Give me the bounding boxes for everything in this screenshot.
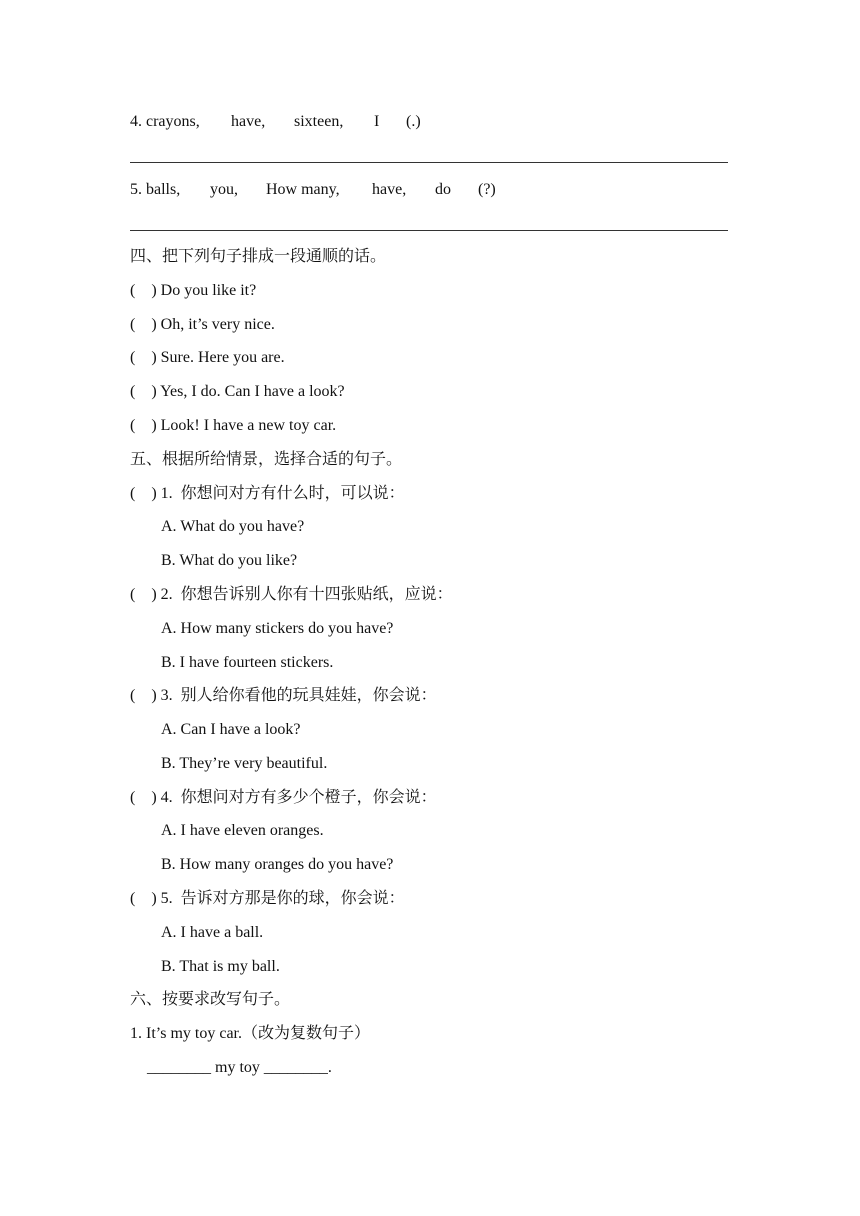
option-b: B. How many oranges do you have?	[161, 856, 394, 873]
question-prompt: ( ) 4. 你想问对方有多少个橙子，你会说：	[130, 789, 437, 806]
word-chip: How many,	[266, 181, 340, 198]
option-b: B. I have fourteen stickers.	[161, 654, 334, 671]
word-chip: you,	[210, 181, 238, 198]
rewrite-item: 1. It’s my toy car.（改为复数句子）	[130, 1025, 370, 1042]
word-chip: sixteen,	[294, 113, 344, 130]
word-chip: (.)	[406, 113, 421, 130]
option-a: A. I have a ball.	[161, 924, 264, 941]
option-a: A. Can I have a look?	[161, 721, 301, 738]
sentence-item: ( ) Sure. Here you are.	[130, 349, 285, 366]
reorder-item-4	[130, 112, 730, 132]
reorder-item-5	[130, 180, 730, 200]
option-a: A. I have eleven oranges.	[161, 822, 324, 839]
question-prompt: ( ) 2. 你想告诉别人你有十四张贴纸，应说：	[130, 586, 453, 603]
option-a: A. What do you have?	[161, 518, 305, 535]
sentence-item: ( ) Do you like it?	[130, 282, 257, 299]
question-prompt: ( ) 3. 别人给你看他的玩具娃娃，你会说：	[130, 687, 437, 704]
sentence-item: ( ) Yes, I do. Can I have a look?	[130, 383, 345, 400]
section-6-heading: 六、按要求改写句子。	[130, 991, 291, 1008]
option-a: A. How many stickers do you have?	[161, 620, 394, 637]
reorder-item-number: 4. crayons,	[130, 113, 200, 130]
option-b: B. What do you like?	[161, 552, 298, 569]
reorder-item-number: 5. balls,	[130, 181, 181, 198]
answer-line[interactable]	[130, 162, 728, 163]
word-chip: (?)	[478, 181, 496, 198]
option-b: B. They’re very beautiful.	[161, 755, 328, 772]
section-4-heading: 四、把下列句子排成一段通顺的话。	[130, 248, 387, 265]
word-chip: do	[435, 181, 451, 198]
option-b: B. That is my ball.	[161, 958, 280, 975]
word-chip: I	[374, 113, 380, 130]
word-chip: have,	[372, 181, 407, 198]
section-5-heading: 五、根据所给情景，选择合适的句子。	[130, 451, 403, 468]
answer-line[interactable]	[130, 230, 728, 231]
question-prompt: ( ) 1. 你想问对方有什么时，可以说：	[130, 485, 405, 502]
sentence-item: ( ) Look! I have a new toy car.	[130, 417, 337, 434]
rewrite-answer-blank[interactable]: ________ my toy ________.	[147, 1059, 332, 1076]
question-prompt: ( ) 5. 告诉对方那是你的球，你会说：	[130, 890, 405, 907]
sentence-item: ( ) Oh, it’s very nice.	[130, 316, 275, 333]
word-chip: have,	[231, 113, 266, 130]
